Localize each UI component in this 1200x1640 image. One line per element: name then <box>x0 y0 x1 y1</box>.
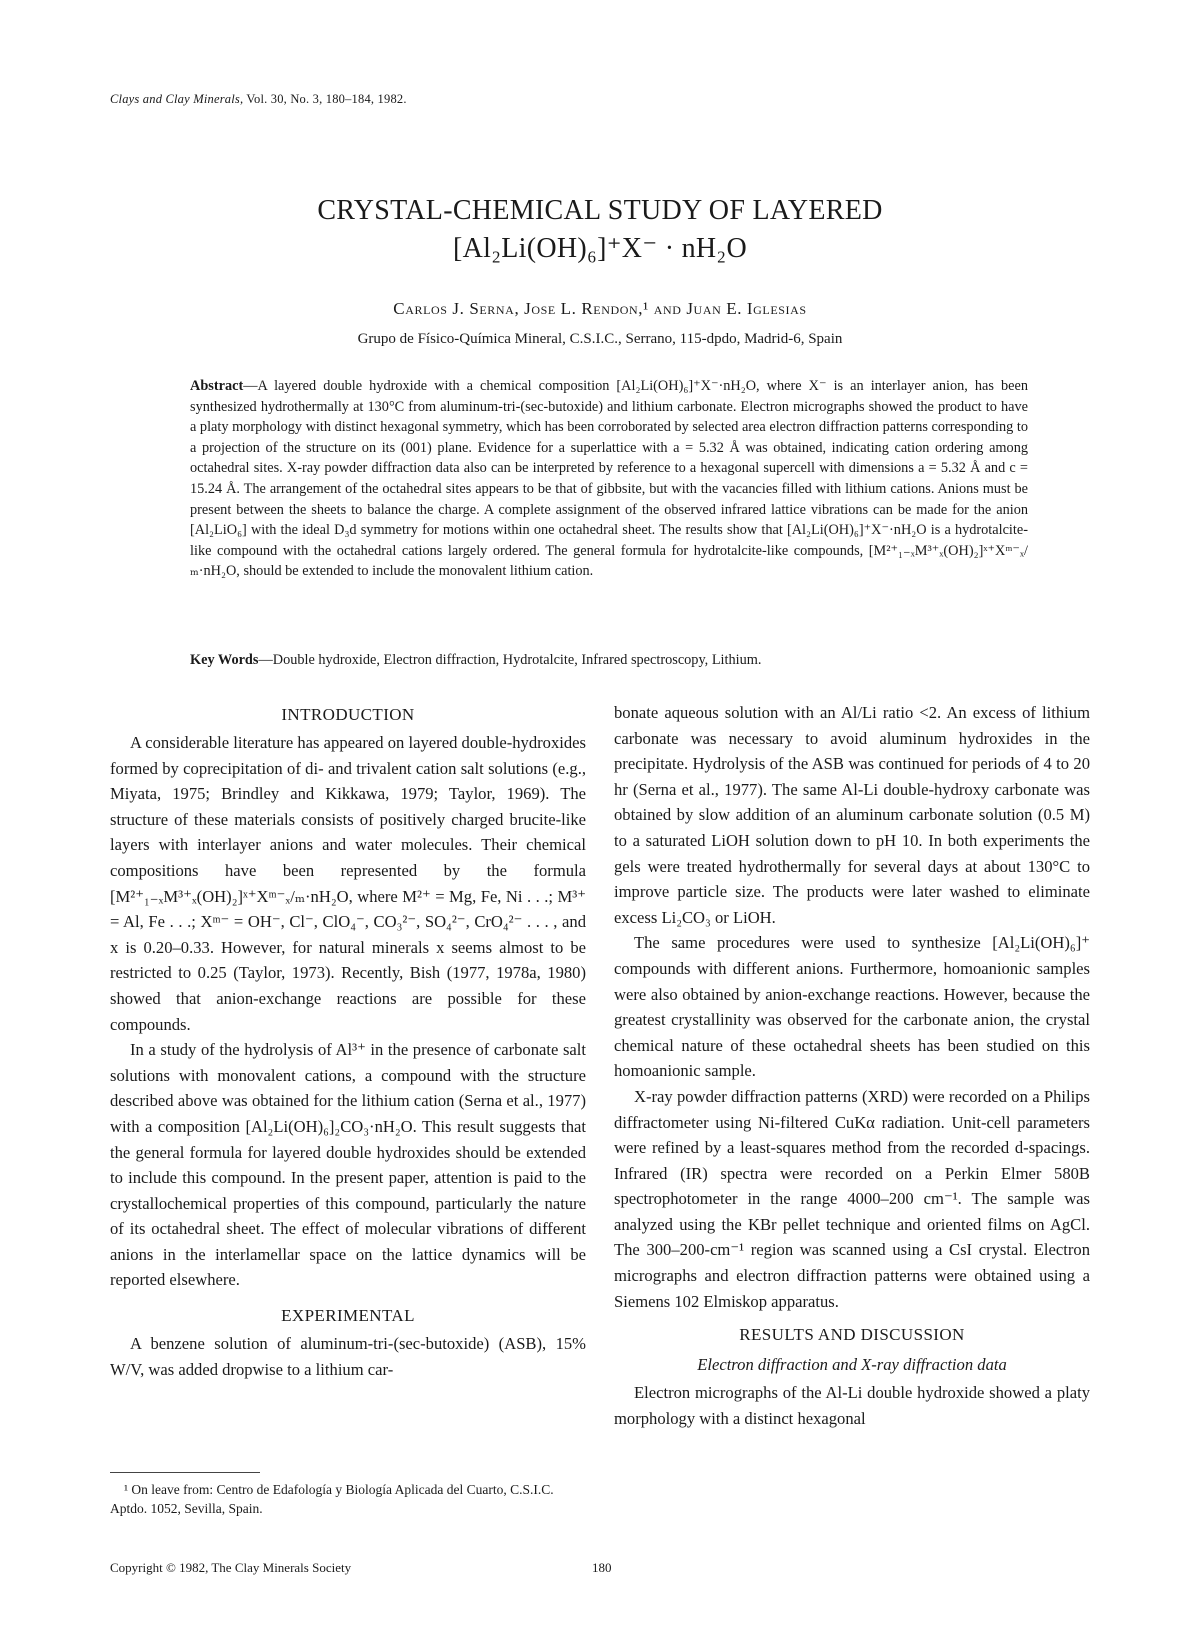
abstract-label: Abstract <box>190 378 244 394</box>
title-line-2: [Al₂Li(OH)₆]⁺X⁻ · nH₂O <box>452 233 748 264</box>
footnote: ¹ On leave from: Centro de Edafología y Biología Aplicada del Cuarto, C.S.I.C. Aptdo. 1052, Sevilla, Spain. <box>110 1482 554 1516</box>
subsection-heading: Electron diffraction and X-ray diffraction data <box>697 1355 1007 1375</box>
results-paragraph-1: Electron micrographs of the Al-Li double hydroxide showed a platy morphology with a distinct hexagonal <box>614 1383 1090 1428</box>
abstract-text: —A layered double hydroxide with a chemical composition [Al₂Li(OH)₆]⁺X⁻·nH₂O, where X⁻ is an interlayer anion, has been synthesized hydrothermally at 130°C from aluminum-tri-(sec-butoxide) and lithium carbonate. Electron micrographs showed the product to have a platy morphology with distinct hexagonal symmetry, which has been corroborated by selected area electron diffraction patterns corresponding to a projection of the structure on its (001) plane. Evidence for a superlattice with a = 5.32 Å was obtained, indicating cation ordering among octahedral sites. X-ray powder diffraction data also can be interpreted by reference to a hexagonal supercell with dimensions a = 5.32 Å and c = 15.24 Å. The arrangement of the octahedral sites appears to be that of gibbsite, but with the vacancies filled with lithium cations. Anions must be present between the sheets to balance the charge. A complete assignment of the observed infrared lattice vibrations can be made for the anion [Al₂LiO₆] with the ideal D₃d symmetry for motions within one octahedral sheet. The results show that [Al₂Li(OH)₆]⁺X⁻·nH₂O is a hydrotalcite-like compound with the octahedral cations largely ordered. The general formula for hydrotalcite-like compounds, [M²⁺₁₋ₓM³⁺ₓ(OH)₂]ˣ⁺Xᵐ⁻ₓ/ₘ·nH₂O, should be extended to include the monovalent lithium cation. <box>190 378 1028 580</box>
introduction-heading: INTRODUCTION <box>281 705 415 724</box>
affiliation: Grupo de Físico-Química Mineral, C.S.I.C., Serrano, 115-dpdo, Madrid-6, Spain <box>357 331 843 347</box>
author-list: Carlos J. Serna, Jose L. Rendon,¹ and Juan E. Iglesias <box>393 299 807 318</box>
keywords <box>190 650 1028 670</box>
experimental-heading: EXPERIMENTAL <box>281 1306 415 1326</box>
keywords-label: Key Words <box>190 652 259 668</box>
copyright-notice: Copyright © 1982, The Clay Minerals Society <box>110 1560 352 1575</box>
keywords-text: —Double hydroxide, Electron diffraction, Hydrotalcite, Infrared spectroscopy, Lithium. <box>258 652 762 668</box>
experimental-paragraph-continued: bonate aqueous solution with an Al/Li ratio <2. An excess of lithium carbonate was necessary to avoid aluminum hydroxides in the precipitate. Hydrolysis of the ASB was continued for periods of 4 to 20 hr (Serna et al., 1977). The same Al-Li double-hydroxy carbonate was obtained by slow addition of an aluminum carbonate solution (0.5 M) to a saturated LiOH solution down to pH 10. In both experiments the gels were treated hydrothermally for several days at about 130°C to improve particle size. The products were later washed to eliminate excess Li₂CO₃ or LiOH. <box>614 703 1090 927</box>
results-heading: RESULTS AND DISCUSSION <box>739 1325 965 1345</box>
abstract <box>190 376 1028 582</box>
page-number: 180 <box>592 1560 612 1575</box>
running-head <box>110 92 407 107</box>
experimental-paragraph-1: A benzene solution of aluminum-tri-(sec-butoxide) (ASB), 15% W/V, was added dropwise to a lithium car- <box>110 1334 586 1379</box>
experimental-paragraph-3: X-ray powder diffraction patterns (XRD) were recorded on a Philips diffractometer using Ni-filtered CuKα radiation. Unit-cell parameters were refined by a least-squares method from the recorded d-spacings. Infrared (IR) spectra were recorded on a Perkin Elmer 580B spectrophotometer in the range 4000–200 cm⁻¹. The sample was analyzed using the KBr pellet technique and oriented films on AgCl. The 300–200-cm⁻¹ region was scanned using a CsI crystal. Electron micrographs and electron diffraction patterns were obtained using a Siemens 102 Elmiskop apparatus. <box>614 1086 1090 1311</box>
journal-name: Clays and Clay Minerals, <box>110 92 244 106</box>
footnote-divider <box>110 1472 260 1473</box>
intro-paragraph-1: A considerable literature has appeared on layered double-hydroxides formed by coprecipitation of di- and trivalent cation salt solutions (e.g., Miyata, 1975; Brindley and Kikkawa, 1979; Taylor, 1969). The structure of these materials consists of positively charged brucite-like layers with interlayer anions and water molecules. Their chemical compositions have been represented by the formula [M²⁺₁₋ₓM³⁺ₓ(OH)₂]ˣ⁺Xᵐ⁻ₓ/ₘ·nH₂O, where M²⁺ = Mg, Fe, Ni . . .; M³⁺ = Al, Fe . . .; Xᵐ⁻ = OH⁻, Cl⁻, ClO₄⁻, CO₃²⁻, SO₄²⁻, CrO₄²⁻ . . . , and x is 0.20–0.33. However, for natural minerals x seems almost to be restricted to 0.25 (Taylor, 1973). Recently, Bish (1977, 1978a, 1980) showed that anion-exchange reactions are possible for these compounds. <box>110 733 586 1034</box>
title-line-1: CRYSTAL-CHEMICAL STUDY OF LAYERED <box>317 195 883 226</box>
left-column <box>110 700 586 1382</box>
right-column <box>614 700 1090 1431</box>
journal-citation: Vol. 30, No. 3, 180–184, 1982. <box>243 92 407 106</box>
paper-title <box>0 192 1200 268</box>
experimental-paragraph-2: The same procedures were used to synthesize [Al₂Li(OH)₆]⁺ compounds with different anions. Furthermore, homoanionic samples were also obtained by anion-exchange reactions. However, because the greatest crystallinity was observed for the carbonate anion, the crystal chemical nature of these octahedral sheets has been studied on this homoanionic sample. <box>614 933 1090 1081</box>
intro-paragraph-2: In a study of the hydrolysis of Al³⁺ in the presence of carbonate salt solutions with monovalent cations, a compound with the structure described above was obtained for the lithium cation (Serna et al., 1977) with a composition [Al₂Li(OH)₆]₂CO₃·nH₂O. This result suggests that the general formula for layered double hydroxides should be extended to include this compound. In the present paper, attention is paid to the crystallochemical properties of this compound, particularly the nature of its octahedral sheet. The effect of molecular vibrations of different anions in the interlamellar space on the lattice dynamics will be reported elsewhere. <box>110 1040 586 1290</box>
